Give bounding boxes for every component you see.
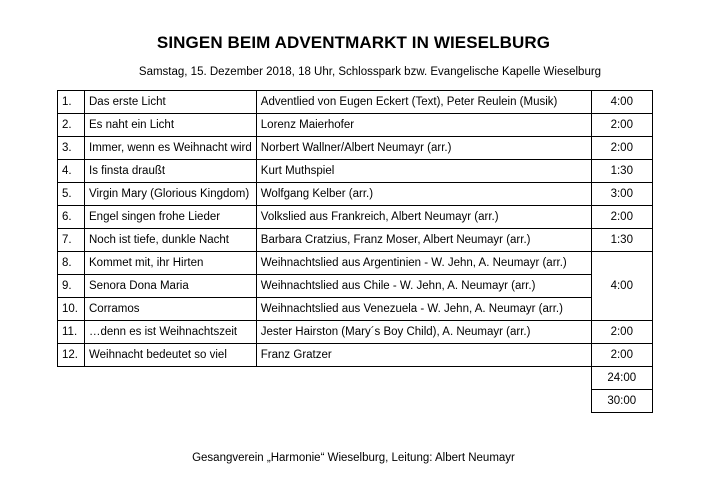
table-row: [58, 229, 653, 252]
composer-cell: Norbert Wallner/Albert Neumayr (arr.): [256, 137, 591, 160]
total-row: [58, 367, 653, 390]
event-subtitle: Samstag, 15. Dezember 2018, 18 Uhr, Schlosspark bzw. Evangelische Kapelle Wieselburg: [138, 66, 602, 78]
item-number: 1.: [58, 91, 85, 114]
total-duration-cell: 30:00: [591, 390, 652, 413]
item-number: 8.: [58, 252, 85, 275]
song-title: Corramos: [85, 298, 257, 321]
song-title: Immer, wenn es Weihnacht wird: [85, 137, 257, 160]
table-row: [58, 252, 653, 275]
duration-cell: 2:00: [591, 321, 652, 344]
song-title: Engel singen frohe Lieder: [85, 206, 257, 229]
table-row: [58, 275, 653, 298]
composer-cell: Weihnachtslied aus Venezuela - W. Jehn, A. Neumayr (arr.): [256, 298, 591, 321]
duration-cell: 1:30: [591, 160, 652, 183]
item-number: 6.: [58, 206, 85, 229]
table-row: [58, 298, 653, 321]
composer-cell: Kurt Muthspiel: [256, 160, 591, 183]
duration-cell: 2:00: [591, 344, 652, 367]
item-number: 12.: [58, 344, 85, 367]
table-row: [58, 321, 653, 344]
page-title: SINGEN BEIM ADVENTMARKT IN WIESELBURG: [156, 33, 551, 52]
table-row: [58, 91, 653, 114]
table-row: [58, 206, 653, 229]
table-row: [58, 344, 653, 367]
duration-cell: 3:00: [591, 183, 652, 206]
song-title: Weihnacht bedeutet so viel: [85, 344, 257, 367]
group-duration-cell: 4:00: [591, 252, 652, 321]
composer-cell: Weihnachtslied aus Chile - W. Jehn, A. Neumayr (arr.): [256, 275, 591, 298]
song-title: Senora Dona Maria: [85, 275, 257, 298]
item-number: 10.: [58, 298, 85, 321]
item-number: 4.: [58, 160, 85, 183]
song-title: Is finsta draußt: [85, 160, 257, 183]
item-number: 3.: [58, 137, 85, 160]
song-title: Es naht ein Licht: [85, 114, 257, 137]
table-row: [58, 137, 653, 160]
composer-cell: Jester Hairston (Mary´s Boy Child), A. Neumayr (arr.): [256, 321, 591, 344]
item-number: 11.: [58, 321, 85, 344]
composer-cell: Lorenz Maierhofer: [256, 114, 591, 137]
duration-cell: 2:00: [591, 137, 652, 160]
total-row: [58, 390, 653, 413]
duration-cell: 2:00: [591, 206, 652, 229]
song-title: Noch ist tiefe, dunkle Nacht: [85, 229, 257, 252]
song-title: Virgin Mary (Glorious Kingdom): [85, 183, 257, 206]
song-title: Das erste Licht: [85, 91, 257, 114]
duration-cell: 1:30: [591, 229, 652, 252]
duration-cell: 2:00: [591, 114, 652, 137]
composer-cell: Franz Gratzer: [256, 344, 591, 367]
item-number: 5.: [58, 183, 85, 206]
table-row: [58, 114, 653, 137]
total-duration-cell: 24:00: [591, 367, 652, 390]
composer-cell: Adventlied von Eugen Eckert (Text), Peter Reulein (Musik): [256, 91, 591, 114]
duration-cell: 4:00: [591, 91, 652, 114]
table-row: [58, 160, 653, 183]
total-row-spacer: [58, 390, 592, 413]
composer-cell: Weihnachtslied aus Argentinien - W. Jehn, A. Neumayr (arr.): [256, 252, 591, 275]
song-title: Kommet mit, ihr Hirten: [85, 252, 257, 275]
composer-cell: Wolfgang Kelber (arr.): [256, 183, 591, 206]
item-number: 7.: [58, 229, 85, 252]
footer-credit: Gesangverein „Harmonie“ Wieselburg, Leitung: Albert Neumayr: [192, 452, 515, 464]
composer-cell: Barbara Cratzius, Franz Moser, Albert Neumayr (arr.): [256, 229, 591, 252]
table-row: [58, 183, 653, 206]
total-row-spacer: [58, 367, 592, 390]
item-number: 2.: [58, 114, 85, 137]
composer-cell: Volkslied aus Frankreich, Albert Neumayr (arr.): [256, 206, 591, 229]
program-table: [57, 90, 653, 413]
song-title: …denn es ist Weihnachtszeit: [85, 321, 257, 344]
item-number: 9.: [58, 275, 85, 298]
